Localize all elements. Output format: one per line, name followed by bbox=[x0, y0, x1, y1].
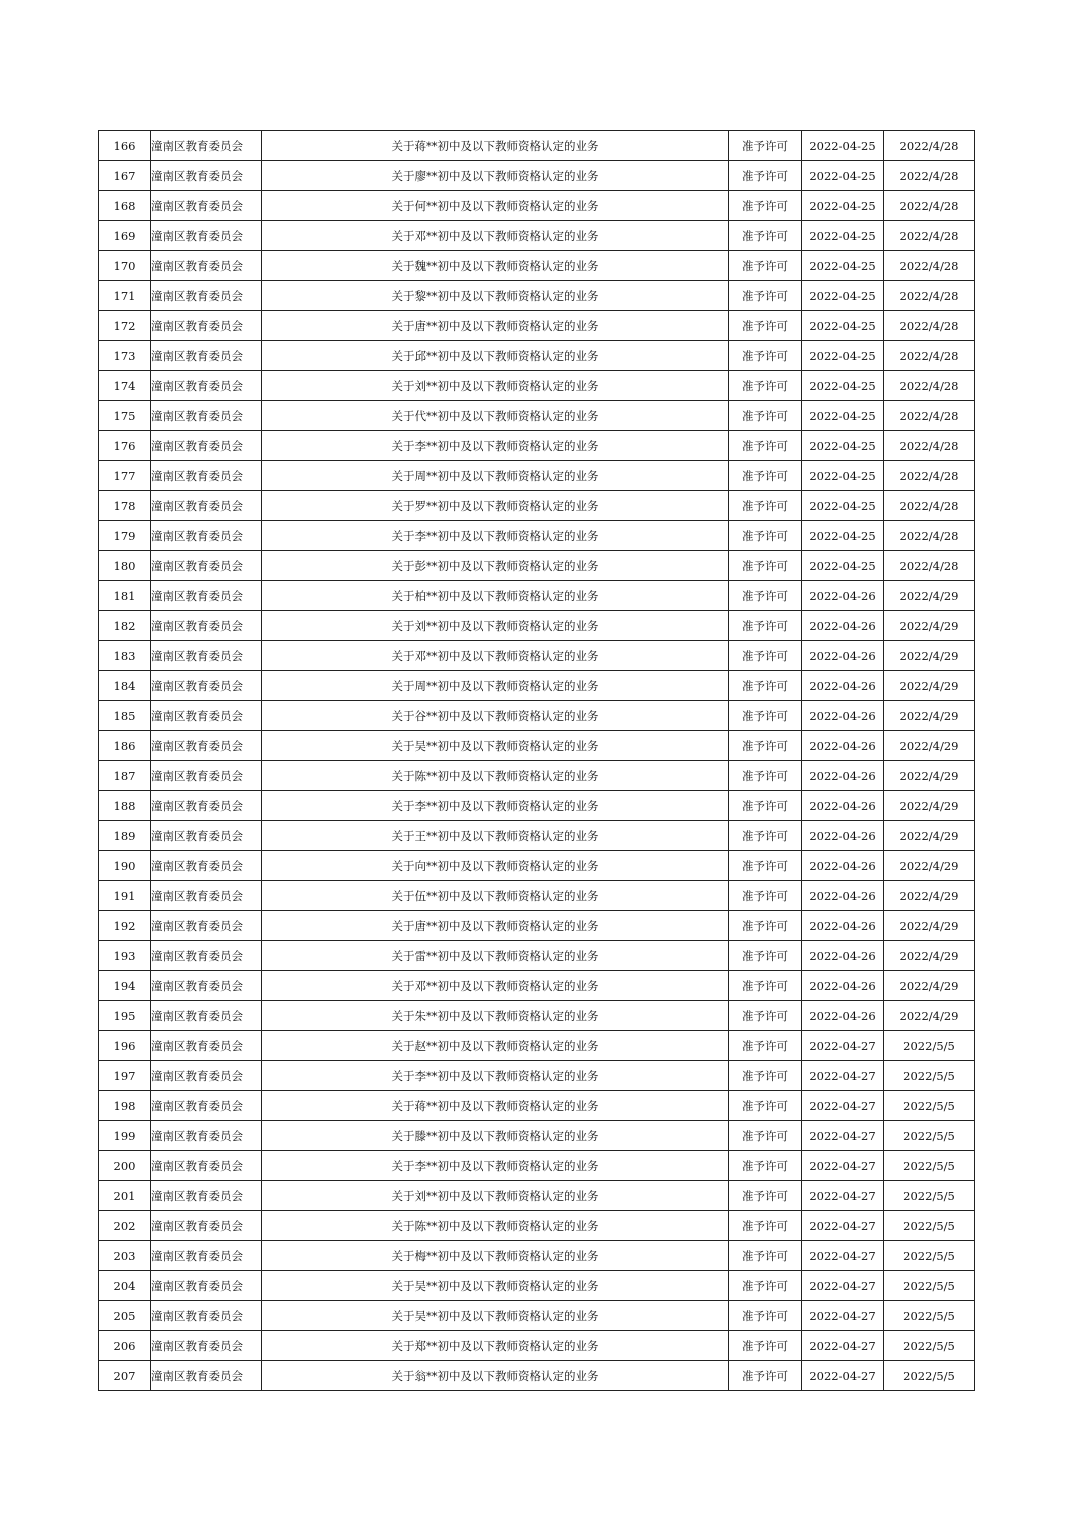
valid-date-cell: 2022/4/29 bbox=[884, 671, 975, 701]
row-number: 195 bbox=[99, 1001, 151, 1031]
matter-cell: 关于李**初中及以下教师资格认定的业务 bbox=[262, 1061, 729, 1091]
row-number: 203 bbox=[99, 1241, 151, 1271]
matter-cell: 关于陈**初中及以下教师资格认定的业务 bbox=[262, 1211, 729, 1241]
organization-cell: 潼南区教育委员会 bbox=[151, 851, 262, 881]
result-cell: 准予许可 bbox=[729, 1241, 802, 1271]
organization-cell: 潼南区教育委员会 bbox=[151, 221, 262, 251]
result-cell: 准予许可 bbox=[729, 1061, 802, 1091]
matter-cell: 关于彭**初中及以下教师资格认定的业务 bbox=[262, 551, 729, 581]
organization-cell: 潼南区教育委员会 bbox=[151, 521, 262, 551]
valid-date-cell: 2022/5/5 bbox=[884, 1301, 975, 1331]
table-row bbox=[99, 1001, 975, 1031]
row-number: 202 bbox=[99, 1211, 151, 1241]
table-body bbox=[99, 131, 975, 1391]
organization-cell: 潼南区教育委员会 bbox=[151, 1301, 262, 1331]
table-row bbox=[99, 281, 975, 311]
result-cell: 准予许可 bbox=[729, 701, 802, 731]
decision-date-cell: 2022-04-26 bbox=[802, 821, 884, 851]
table-row bbox=[99, 1151, 975, 1181]
valid-date-cell: 2022/4/28 bbox=[884, 461, 975, 491]
organization-cell: 潼南区教育委员会 bbox=[151, 1001, 262, 1031]
decision-date-cell: 2022-04-26 bbox=[802, 761, 884, 791]
decision-date-cell: 2022-04-26 bbox=[802, 701, 884, 731]
table-row bbox=[99, 761, 975, 791]
row-number: 201 bbox=[99, 1181, 151, 1211]
organization-cell: 潼南区教育委员会 bbox=[151, 431, 262, 461]
valid-date-cell: 2022/4/28 bbox=[884, 401, 975, 431]
valid-date-cell: 2022/4/28 bbox=[884, 551, 975, 581]
decision-date-cell: 2022-04-27 bbox=[802, 1031, 884, 1061]
decision-date-cell: 2022-04-25 bbox=[802, 401, 884, 431]
matter-cell: 关于魏**初中及以下教师资格认定的业务 bbox=[262, 251, 729, 281]
valid-date-cell: 2022/4/29 bbox=[884, 821, 975, 851]
result-cell: 准予许可 bbox=[729, 491, 802, 521]
valid-date-cell: 2022/5/5 bbox=[884, 1361, 975, 1391]
table-row bbox=[99, 1241, 975, 1271]
result-cell: 准予许可 bbox=[729, 1301, 802, 1331]
matter-cell: 关于李**初中及以下教师资格认定的业务 bbox=[262, 1151, 729, 1181]
table-row bbox=[99, 461, 975, 491]
table-row bbox=[99, 731, 975, 761]
matter-cell: 关于伍**初中及以下教师资格认定的业务 bbox=[262, 881, 729, 911]
matter-cell: 关于邓**初中及以下教师资格认定的业务 bbox=[262, 641, 729, 671]
result-cell: 准予许可 bbox=[729, 1001, 802, 1031]
matter-cell: 关于罗**初中及以下教师资格认定的业务 bbox=[262, 491, 729, 521]
row-number: 181 bbox=[99, 581, 151, 611]
row-number: 207 bbox=[99, 1361, 151, 1391]
result-cell: 准予许可 bbox=[729, 731, 802, 761]
table-row bbox=[99, 1211, 975, 1241]
row-number: 205 bbox=[99, 1301, 151, 1331]
decision-date-cell: 2022-04-25 bbox=[802, 521, 884, 551]
matter-cell: 关于赵**初中及以下教师资格认定的业务 bbox=[262, 1031, 729, 1061]
organization-cell: 潼南区教育委员会 bbox=[151, 251, 262, 281]
result-cell: 准予许可 bbox=[729, 611, 802, 641]
decision-date-cell: 2022-04-26 bbox=[802, 581, 884, 611]
valid-date-cell: 2022/4/29 bbox=[884, 971, 975, 1001]
organization-cell: 潼南区教育委员会 bbox=[151, 1121, 262, 1151]
table-row bbox=[99, 581, 975, 611]
organization-cell: 潼南区教育委员会 bbox=[151, 131, 262, 161]
matter-cell: 关于蒋**初中及以下教师资格认定的业务 bbox=[262, 131, 729, 161]
matter-cell: 关于谷**初中及以下教师资格认定的业务 bbox=[262, 701, 729, 731]
result-cell: 准予许可 bbox=[729, 1151, 802, 1181]
decision-date-cell: 2022-04-26 bbox=[802, 611, 884, 641]
table-row bbox=[99, 491, 975, 521]
row-number: 177 bbox=[99, 461, 151, 491]
organization-cell: 潼南区教育委员会 bbox=[151, 1241, 262, 1271]
organization-cell: 潼南区教育委员会 bbox=[151, 551, 262, 581]
row-number: 187 bbox=[99, 761, 151, 791]
matter-cell: 关于何**初中及以下教师资格认定的业务 bbox=[262, 191, 729, 221]
decision-date-cell: 2022-04-26 bbox=[802, 731, 884, 761]
organization-cell: 潼南区教育委员会 bbox=[151, 311, 262, 341]
matter-cell: 关于李**初中及以下教师资格认定的业务 bbox=[262, 521, 729, 551]
row-number: 183 bbox=[99, 641, 151, 671]
result-cell: 准予许可 bbox=[729, 131, 802, 161]
organization-cell: 潼南区教育委员会 bbox=[151, 1091, 262, 1121]
valid-date-cell: 2022/4/29 bbox=[884, 851, 975, 881]
decision-date-cell: 2022-04-26 bbox=[802, 851, 884, 881]
valid-date-cell: 2022/4/28 bbox=[884, 251, 975, 281]
decision-date-cell: 2022-04-26 bbox=[802, 941, 884, 971]
table-row bbox=[99, 191, 975, 221]
table-row bbox=[99, 401, 975, 431]
row-number: 173 bbox=[99, 341, 151, 371]
table-row bbox=[99, 791, 975, 821]
organization-cell: 潼南区教育委员会 bbox=[151, 701, 262, 731]
table-row bbox=[99, 1181, 975, 1211]
table-row bbox=[99, 221, 975, 251]
organization-cell: 潼南区教育委员会 bbox=[151, 161, 262, 191]
decision-date-cell: 2022-04-25 bbox=[802, 251, 884, 281]
matter-cell: 关于刘**初中及以下教师资格认定的业务 bbox=[262, 371, 729, 401]
valid-date-cell: 2022/5/5 bbox=[884, 1121, 975, 1151]
table-row bbox=[99, 131, 975, 161]
organization-cell: 潼南区教育委员会 bbox=[151, 731, 262, 761]
organization-cell: 潼南区教育委员会 bbox=[151, 1151, 262, 1181]
table-row bbox=[99, 701, 975, 731]
decision-date-cell: 2022-04-25 bbox=[802, 491, 884, 521]
row-number: 168 bbox=[99, 191, 151, 221]
table-row bbox=[99, 611, 975, 641]
table-row bbox=[99, 1091, 975, 1121]
result-cell: 准予许可 bbox=[729, 461, 802, 491]
matter-cell: 关于李**初中及以下教师资格认定的业务 bbox=[262, 791, 729, 821]
row-number: 166 bbox=[99, 131, 151, 161]
result-cell: 准予许可 bbox=[729, 221, 802, 251]
table-row bbox=[99, 1361, 975, 1391]
row-number: 200 bbox=[99, 1151, 151, 1181]
row-number: 188 bbox=[99, 791, 151, 821]
table-row bbox=[99, 521, 975, 551]
decision-date-cell: 2022-04-27 bbox=[802, 1061, 884, 1091]
organization-cell: 潼南区教育委员会 bbox=[151, 641, 262, 671]
result-cell: 准予许可 bbox=[729, 311, 802, 341]
result-cell: 准予许可 bbox=[729, 821, 802, 851]
result-cell: 准予许可 bbox=[729, 581, 802, 611]
decision-date-cell: 2022-04-25 bbox=[802, 341, 884, 371]
valid-date-cell: 2022/4/29 bbox=[884, 941, 975, 971]
matter-cell: 关于翁**初中及以下教师资格认定的业务 bbox=[262, 1361, 729, 1391]
decision-date-cell: 2022-04-25 bbox=[802, 161, 884, 191]
result-cell: 准予许可 bbox=[729, 641, 802, 671]
table-row bbox=[99, 431, 975, 461]
valid-date-cell: 2022/5/5 bbox=[884, 1241, 975, 1271]
row-number: 175 bbox=[99, 401, 151, 431]
table-row bbox=[99, 971, 975, 1001]
row-number: 194 bbox=[99, 971, 151, 1001]
matter-cell: 关于柏**初中及以下教师资格认定的业务 bbox=[262, 581, 729, 611]
row-number: 182 bbox=[99, 611, 151, 641]
organization-cell: 潼南区教育委员会 bbox=[151, 611, 262, 641]
result-cell: 准予许可 bbox=[729, 551, 802, 581]
table-row bbox=[99, 1301, 975, 1331]
valid-date-cell: 2022/4/29 bbox=[884, 701, 975, 731]
decision-date-cell: 2022-04-27 bbox=[802, 1361, 884, 1391]
row-number: 172 bbox=[99, 311, 151, 341]
decision-date-cell: 2022-04-26 bbox=[802, 671, 884, 701]
valid-date-cell: 2022/4/29 bbox=[884, 641, 975, 671]
valid-date-cell: 2022/4/28 bbox=[884, 521, 975, 551]
organization-cell: 潼南区教育委员会 bbox=[151, 281, 262, 311]
organization-cell: 潼南区教育委员会 bbox=[151, 1211, 262, 1241]
organization-cell: 潼南区教育委员会 bbox=[151, 941, 262, 971]
matter-cell: 关于陈**初中及以下教师资格认定的业务 bbox=[262, 761, 729, 791]
row-number: 174 bbox=[99, 371, 151, 401]
decision-date-cell: 2022-04-27 bbox=[802, 1151, 884, 1181]
row-number: 178 bbox=[99, 491, 151, 521]
valid-date-cell: 2022/4/28 bbox=[884, 311, 975, 341]
table-row bbox=[99, 851, 975, 881]
valid-date-cell: 2022/4/29 bbox=[884, 761, 975, 791]
organization-cell: 潼南区教育委员会 bbox=[151, 971, 262, 1001]
matter-cell: 关于吴**初中及以下教师资格认定的业务 bbox=[262, 1301, 729, 1331]
matter-cell: 关于唐**初中及以下教师资格认定的业务 bbox=[262, 311, 729, 341]
table-row bbox=[99, 251, 975, 281]
organization-cell: 潼南区教育委员会 bbox=[151, 791, 262, 821]
valid-date-cell: 2022/5/5 bbox=[884, 1151, 975, 1181]
result-cell: 准予许可 bbox=[729, 1211, 802, 1241]
valid-date-cell: 2022/4/29 bbox=[884, 1001, 975, 1031]
decision-date-cell: 2022-04-25 bbox=[802, 281, 884, 311]
row-number: 176 bbox=[99, 431, 151, 461]
row-number: 185 bbox=[99, 701, 151, 731]
result-cell: 准予许可 bbox=[729, 1091, 802, 1121]
row-number: 179 bbox=[99, 521, 151, 551]
decision-date-cell: 2022-04-25 bbox=[802, 431, 884, 461]
matter-cell: 关于唐**初中及以下教师资格认定的业务 bbox=[262, 911, 729, 941]
result-cell: 准予许可 bbox=[729, 911, 802, 941]
result-cell: 准予许可 bbox=[729, 1031, 802, 1061]
table-row bbox=[99, 371, 975, 401]
decision-date-cell: 2022-04-25 bbox=[802, 191, 884, 221]
row-number: 199 bbox=[99, 1121, 151, 1151]
result-cell: 准予许可 bbox=[729, 251, 802, 281]
row-number: 180 bbox=[99, 551, 151, 581]
row-number: 186 bbox=[99, 731, 151, 761]
valid-date-cell: 2022/4/28 bbox=[884, 221, 975, 251]
result-cell: 准予许可 bbox=[729, 431, 802, 461]
decision-date-cell: 2022-04-26 bbox=[802, 881, 884, 911]
table-row bbox=[99, 1061, 975, 1091]
matter-cell: 关于邓**初中及以下教师资格认定的业务 bbox=[262, 971, 729, 1001]
organization-cell: 潼南区教育委员会 bbox=[151, 881, 262, 911]
row-number: 206 bbox=[99, 1331, 151, 1361]
result-cell: 准予许可 bbox=[729, 851, 802, 881]
decision-date-cell: 2022-04-27 bbox=[802, 1181, 884, 1211]
result-cell: 准予许可 bbox=[729, 1361, 802, 1391]
table-row bbox=[99, 551, 975, 581]
table-row bbox=[99, 341, 975, 371]
organization-cell: 潼南区教育委员会 bbox=[151, 761, 262, 791]
result-cell: 准予许可 bbox=[729, 521, 802, 551]
valid-date-cell: 2022/4/29 bbox=[884, 581, 975, 611]
matter-cell: 关于刘**初中及以下教师资格认定的业务 bbox=[262, 611, 729, 641]
table-row bbox=[99, 1031, 975, 1061]
table-row bbox=[99, 1331, 975, 1361]
matter-cell: 关于刘**初中及以下教师资格认定的业务 bbox=[262, 1181, 729, 1211]
decision-date-cell: 2022-04-27 bbox=[802, 1331, 884, 1361]
decision-date-cell: 2022-04-27 bbox=[802, 1121, 884, 1151]
decision-date-cell: 2022-04-27 bbox=[802, 1301, 884, 1331]
valid-date-cell: 2022/4/29 bbox=[884, 911, 975, 941]
decision-date-cell: 2022-04-25 bbox=[802, 221, 884, 251]
organization-cell: 潼南区教育委员会 bbox=[151, 1331, 262, 1361]
organization-cell: 潼南区教育委员会 bbox=[151, 1061, 262, 1091]
valid-date-cell: 2022/5/5 bbox=[884, 1331, 975, 1361]
valid-date-cell: 2022/4/29 bbox=[884, 881, 975, 911]
matter-cell: 关于周**初中及以下教师资格认定的业务 bbox=[262, 671, 729, 701]
row-number: 204 bbox=[99, 1271, 151, 1301]
matter-cell: 关于朱**初中及以下教师资格认定的业务 bbox=[262, 1001, 729, 1031]
decision-date-cell: 2022-04-26 bbox=[802, 971, 884, 1001]
table-row bbox=[99, 881, 975, 911]
result-cell: 准予许可 bbox=[729, 1331, 802, 1361]
valid-date-cell: 2022/5/5 bbox=[884, 1061, 975, 1091]
organization-cell: 潼南区教育委员会 bbox=[151, 371, 262, 401]
matter-cell: 关于黎**初中及以下教师资格认定的业务 bbox=[262, 281, 729, 311]
result-cell: 准予许可 bbox=[729, 1181, 802, 1211]
row-number: 169 bbox=[99, 221, 151, 251]
result-cell: 准予许可 bbox=[729, 341, 802, 371]
table-row bbox=[99, 821, 975, 851]
organization-cell: 潼南区教育委员会 bbox=[151, 671, 262, 701]
row-number: 171 bbox=[99, 281, 151, 311]
decision-date-cell: 2022-04-25 bbox=[802, 131, 884, 161]
table-row bbox=[99, 161, 975, 191]
decision-date-cell: 2022-04-27 bbox=[802, 1211, 884, 1241]
valid-date-cell: 2022/5/5 bbox=[884, 1091, 975, 1121]
row-number: 197 bbox=[99, 1061, 151, 1091]
organization-cell: 潼南区教育委员会 bbox=[151, 341, 262, 371]
decision-date-cell: 2022-04-27 bbox=[802, 1091, 884, 1121]
matter-cell: 关于向**初中及以下教师资格认定的业务 bbox=[262, 851, 729, 881]
row-number: 167 bbox=[99, 161, 151, 191]
valid-date-cell: 2022/4/28 bbox=[884, 491, 975, 521]
decision-date-cell: 2022-04-27 bbox=[802, 1271, 884, 1301]
result-cell: 准予许可 bbox=[729, 1271, 802, 1301]
row-number: 192 bbox=[99, 911, 151, 941]
table-row bbox=[99, 941, 975, 971]
row-number: 184 bbox=[99, 671, 151, 701]
organization-cell: 潼南区教育委员会 bbox=[151, 821, 262, 851]
result-cell: 准予许可 bbox=[729, 761, 802, 791]
valid-date-cell: 2022/5/5 bbox=[884, 1031, 975, 1061]
table-row bbox=[99, 641, 975, 671]
decision-date-cell: 2022-04-25 bbox=[802, 311, 884, 341]
organization-cell: 潼南区教育委员会 bbox=[151, 491, 262, 521]
organization-cell: 潼南区教育委员会 bbox=[151, 191, 262, 221]
valid-date-cell: 2022/4/28 bbox=[884, 281, 975, 311]
matter-cell: 关于郑**初中及以下教师资格认定的业务 bbox=[262, 1331, 729, 1361]
matter-cell: 关于周**初中及以下教师资格认定的业务 bbox=[262, 461, 729, 491]
valid-date-cell: 2022/4/28 bbox=[884, 161, 975, 191]
result-cell: 准予许可 bbox=[729, 791, 802, 821]
matter-cell: 关于吴**初中及以下教师资格认定的业务 bbox=[262, 731, 729, 761]
decision-date-cell: 2022-04-27 bbox=[802, 1241, 884, 1271]
table-row bbox=[99, 1271, 975, 1301]
decision-date-cell: 2022-04-26 bbox=[802, 911, 884, 941]
matter-cell: 关于李**初中及以下教师资格认定的业务 bbox=[262, 431, 729, 461]
organization-cell: 潼南区教育委员会 bbox=[151, 911, 262, 941]
organization-cell: 潼南区教育委员会 bbox=[151, 581, 262, 611]
valid-date-cell: 2022/4/29 bbox=[884, 611, 975, 641]
result-cell: 准予许可 bbox=[729, 881, 802, 911]
organization-cell: 潼南区教育委员会 bbox=[151, 401, 262, 431]
decision-date-cell: 2022-04-26 bbox=[802, 791, 884, 821]
matter-cell: 关于梅**初中及以下教师资格认定的业务 bbox=[262, 1241, 729, 1271]
result-cell: 准予许可 bbox=[729, 371, 802, 401]
valid-date-cell: 2022/4/28 bbox=[884, 131, 975, 161]
valid-date-cell: 2022/4/28 bbox=[884, 191, 975, 221]
organization-cell: 潼南区教育委员会 bbox=[151, 1031, 262, 1061]
permit-records-table bbox=[98, 130, 975, 1391]
matter-cell: 关于邱**初中及以下教师资格认定的业务 bbox=[262, 341, 729, 371]
result-cell: 准予许可 bbox=[729, 941, 802, 971]
valid-date-cell: 2022/5/5 bbox=[884, 1211, 975, 1241]
result-cell: 准予许可 bbox=[729, 671, 802, 701]
decision-date-cell: 2022-04-25 bbox=[802, 461, 884, 491]
matter-cell: 关于滕**初中及以下教师资格认定的业务 bbox=[262, 1121, 729, 1151]
row-number: 193 bbox=[99, 941, 151, 971]
valid-date-cell: 2022/4/28 bbox=[884, 431, 975, 461]
organization-cell: 潼南区教育委员会 bbox=[151, 1271, 262, 1301]
result-cell: 准予许可 bbox=[729, 281, 802, 311]
valid-date-cell: 2022/4/29 bbox=[884, 731, 975, 761]
result-cell: 准予许可 bbox=[729, 971, 802, 1001]
row-number: 191 bbox=[99, 881, 151, 911]
matter-cell: 关于王**初中及以下教师资格认定的业务 bbox=[262, 821, 729, 851]
decision-date-cell: 2022-04-25 bbox=[802, 551, 884, 581]
table-row bbox=[99, 311, 975, 341]
matter-cell: 关于吴**初中及以下教师资格认定的业务 bbox=[262, 1271, 729, 1301]
valid-date-cell: 2022/4/29 bbox=[884, 791, 975, 821]
table-row bbox=[99, 671, 975, 701]
valid-date-cell: 2022/5/5 bbox=[884, 1181, 975, 1211]
result-cell: 准予许可 bbox=[729, 1121, 802, 1151]
decision-date-cell: 2022-04-25 bbox=[802, 371, 884, 401]
row-number: 190 bbox=[99, 851, 151, 881]
matter-cell: 关于代**初中及以下教师资格认定的业务 bbox=[262, 401, 729, 431]
organization-cell: 潼南区教育委员会 bbox=[151, 461, 262, 491]
decision-date-cell: 2022-04-26 bbox=[802, 641, 884, 671]
row-number: 170 bbox=[99, 251, 151, 281]
table-row bbox=[99, 911, 975, 941]
result-cell: 准予许可 bbox=[729, 401, 802, 431]
organization-cell: 潼南区教育委员会 bbox=[151, 1181, 262, 1211]
row-number: 189 bbox=[99, 821, 151, 851]
row-number: 198 bbox=[99, 1091, 151, 1121]
matter-cell: 关于邓**初中及以下教师资格认定的业务 bbox=[262, 221, 729, 251]
matter-cell: 关于廖**初中及以下教师资格认定的业务 bbox=[262, 161, 729, 191]
valid-date-cell: 2022/4/28 bbox=[884, 371, 975, 401]
valid-date-cell: 2022/4/28 bbox=[884, 341, 975, 371]
decision-date-cell: 2022-04-26 bbox=[802, 1001, 884, 1031]
organization-cell: 潼南区教育委员会 bbox=[151, 1361, 262, 1391]
table-row bbox=[99, 1121, 975, 1151]
matter-cell: 关于雷**初中及以下教师资格认定的业务 bbox=[262, 941, 729, 971]
result-cell: 准予许可 bbox=[729, 161, 802, 191]
valid-date-cell: 2022/5/5 bbox=[884, 1271, 975, 1301]
matter-cell: 关于蒋**初中及以下教师资格认定的业务 bbox=[262, 1091, 729, 1121]
row-number: 196 bbox=[99, 1031, 151, 1061]
result-cell: 准予许可 bbox=[729, 191, 802, 221]
